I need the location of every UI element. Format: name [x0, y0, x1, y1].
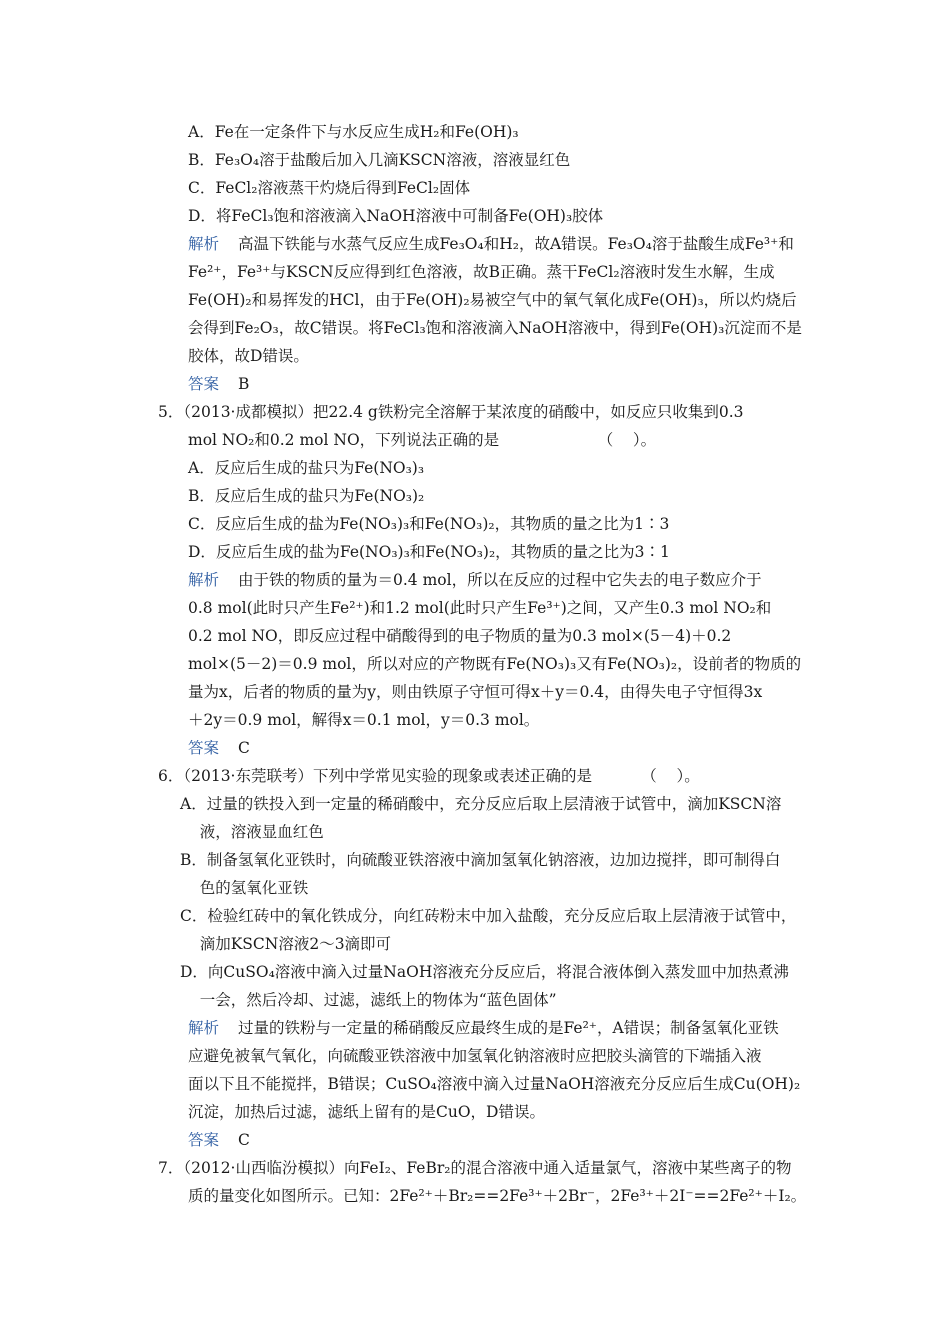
q5-stem-line: 5．（2013·成都模拟）把22.4 g铁粉完全溶解于某浓度的硝酸中，如反应只收集到0.3 — [158, 403, 744, 421]
q6-option-a-cont: 液，溶液显血红色 — [180, 823, 324, 841]
q6-option-d-cont: 一会，然后冷却、过滤，滤纸上的物体为“蓝色固体” — [180, 991, 557, 1009]
q5-answer-label: 答案 — [188, 739, 220, 757]
q5-option-a: A．反应后生成的盐只为Fe(NO₃)₃ — [188, 459, 425, 477]
q5-answer: C — [238, 739, 250, 757]
q4-option-b: B．Fe₃O₄溶于盐酸后加入几滴KSCN溶液，溶液显红色 — [188, 151, 571, 169]
q5-analysis-line: ＋2y＝0.9 mol，解得x＝0.1 mol，y＝0.3 mol。 — [188, 711, 540, 729]
q5-analysis-line: mol×(5－2)＝0.9 mol，所以对应的产物既有Fe(NO₃)₃又有Fe(NO₃)₂，设前者的物质的 — [188, 655, 802, 673]
q4-analysis-line: 高温下铁能与水蒸气反应生成Fe₃O₄和H₂，故A错误。Fe₃O₄溶于盐酸生成Fe³⁺和 — [238, 235, 794, 253]
q5-analysis-line: 0.2 mol NO，即反应过程中硝酸得到的电子物质的量为0.3 mol×(5－4)＋0.2 — [188, 627, 732, 645]
q6-stem: 6．（2013·东莞联考）下列中学常见实验的现象或表述正确的是 （ ）。 — [158, 767, 700, 785]
q4-option-a: A．Fe在一定条件下与水反应生成H₂和Fe(OH)₃ — [188, 123, 519, 141]
q5-stem-line: mol NO₂和0.2 mol NO，下列说法正确的是 （ ）。 — [188, 431, 657, 449]
q4-analysis-label: 解析 — [188, 235, 220, 253]
q6-option-a: A．过量的铁投入到一定量的稀硝酸中，充分反应后取上层清液于试管中，滴加KSCN溶 — [180, 795, 782, 813]
q5-analysis-line: 0.8 mol(此时只产生Fe²⁺)和1.2 mol(此时只产生Fe³⁺)之间，又产生0.3 mol NO₂和 — [188, 599, 772, 617]
q7-stem-line: 7．（2012·山西临汾模拟）向FeI₂、FeBr₂的混合溶液中通入适量氯气，溶液中某些离子的物 — [158, 1159, 792, 1177]
q4-analysis-line: 会得到Fe₂O₃，故C错误。将FeCl₃饱和溶液滴入NaOH溶液中，得到Fe(OH)₃沉淀而不是 — [188, 319, 802, 337]
q6-option-c: C．检验红砖中的氧化铁成分，向红砖粉末中加入盐酸，充分反应后取上层清液于试管中， — [180, 907, 797, 925]
q6-analysis-line: 过量的铁粉与一定量的稀硝酸反应最终生成的是Fe²⁺，A错误；制备氢氧化亚铁 — [238, 1019, 779, 1037]
q5-analysis-line: 由于铁的物质的量为＝0.4 mol，所以在反应的过程中它失去的电子数应介于 — [238, 571, 762, 589]
q5-analysis-label: 解析 — [188, 571, 220, 589]
q5-option-d: D．反应后生成的盐为Fe(NO₃)₃和Fe(NO₃)₂，其物质的量之比为3∶1 — [188, 543, 670, 561]
q6-option-b-cont: 色的氢氧化亚铁 — [180, 879, 309, 897]
q4-option-d: D．将FeCl₃饱和溶液滴入NaOH溶液中可制备Fe(OH)₃胶体 — [188, 207, 604, 225]
q6-option-c-cont: 滴加KSCN溶液2～3滴即可 — [180, 935, 392, 953]
q6-analysis-line: 应避免被氧气氧化，向硫酸亚铁溶液中加氢氧化钠溶液时应把胶头滴管的下端插入液 — [188, 1047, 762, 1065]
q4-analysis-line: 胶体，故D错误。 — [188, 347, 309, 365]
q6-answer-label: 答案 — [188, 1131, 220, 1149]
q7-stem-line: 质的量变化如图所示。已知：2Fe²⁺＋Br₂==2Fe³⁺＋2Br⁻，2Fe³⁺＋2I⁻==2Fe²⁺＋I₂。 — [188, 1187, 807, 1205]
q6-analysis-line: 沉淀，加热后过滤，滤纸上留有的是CuO，D错误。 — [188, 1103, 545, 1121]
q6-option-b: B．制备氢氧化亚铁时，向硫酸亚铁溶液中滴加氢氧化钠溶液，边加边搅拌，即可制得白 — [180, 851, 781, 869]
q4-option-c: C．FeCl₂溶液蒸干灼烧后得到FeCl₂固体 — [188, 179, 471, 197]
q6-answer: C — [238, 1131, 250, 1149]
q4-analysis-line: Fe²⁺，Fe³⁺与KSCN反应得到红色溶液，故B正确。蒸干FeCl₂溶液时发生水解，生成 — [188, 263, 775, 281]
q4-answer-label: 答案 — [188, 375, 220, 393]
q6-option-d: D．向CuSO₄溶液中滴入过量NaOH溶液充分反应后，将混合液体倒入蒸发皿中加热煮沸 — [180, 963, 789, 981]
q6-analysis-line: 面以下且不能搅拌，B错误；CuSO₄溶液中滴入过量NaOH溶液充分反应后生成Cu(OH)₂ — [188, 1075, 801, 1093]
q4-answer: B — [238, 375, 250, 393]
q5-option-b: B．反应后生成的盐只为Fe(NO₃)₂ — [188, 487, 425, 505]
q5-option-c: C．反应后生成的盐为Fe(NO₃)₃和Fe(NO₃)₂，其物质的量之比为1∶3 — [188, 515, 670, 533]
q6-analysis-label: 解析 — [188, 1019, 220, 1037]
q5-analysis-line: 量为x，后者的物质的量为y，则由铁原子守恒可得x＋y＝0.4，由得失电子守恒得3x — [188, 683, 763, 701]
q4-analysis-line: Fe(OH)₂和易挥发的HCl，由于Fe(OH)₂易被空气中的氧气氧化成Fe(OH)₃，所以灼烧后 — [188, 291, 797, 309]
